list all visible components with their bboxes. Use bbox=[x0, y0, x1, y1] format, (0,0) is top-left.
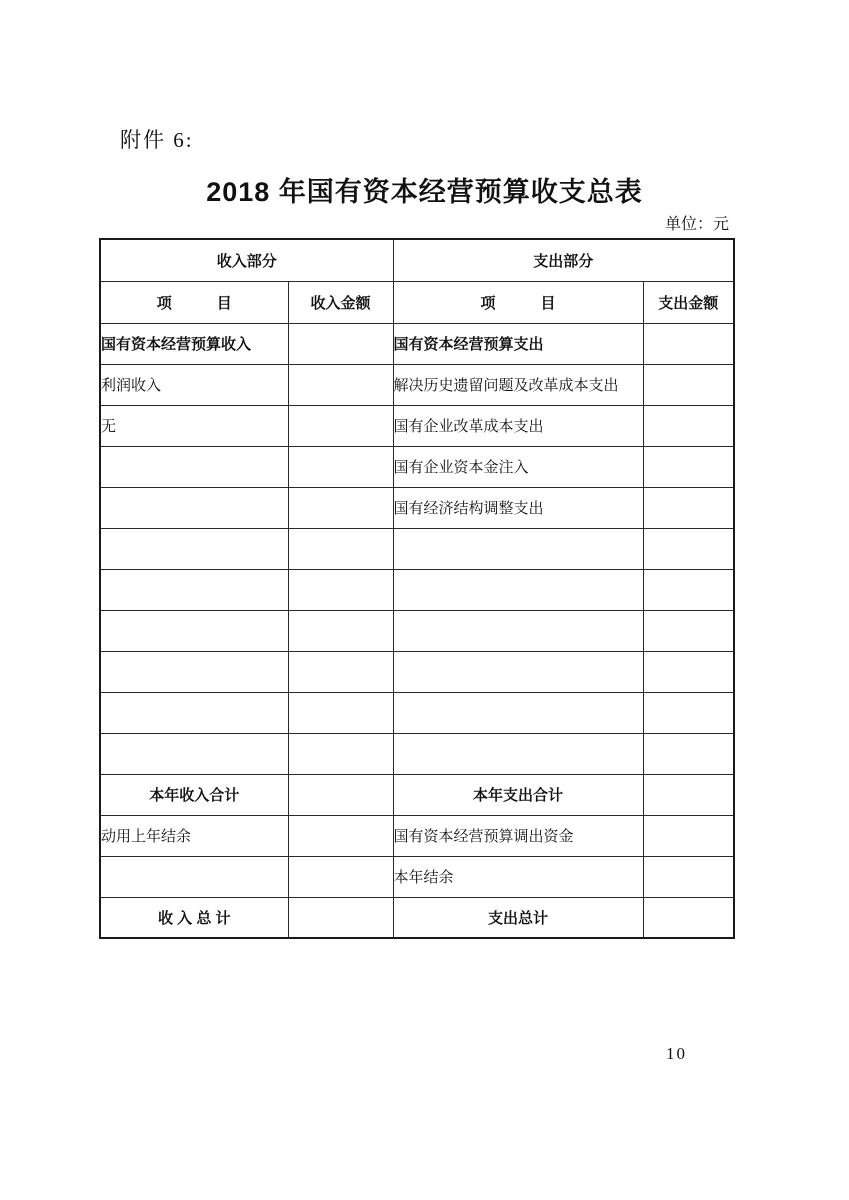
expenditure-amount-cell bbox=[643, 569, 734, 610]
expenditure-item-cell bbox=[393, 610, 643, 651]
table-row-subtotal bbox=[100, 774, 734, 815]
expenditure-item-cell: 解决历史遗留问题及改革成本支出 bbox=[393, 364, 643, 405]
revenue-subtotal-label-cell: 本年收入合计 bbox=[100, 774, 288, 815]
table-row bbox=[100, 323, 734, 364]
revenue-amount-cell bbox=[288, 651, 393, 692]
table-row bbox=[100, 446, 734, 487]
expenditure-subtotal-label-cell: 本年支出合计 bbox=[393, 774, 643, 815]
expenditure-item-cell bbox=[393, 651, 643, 692]
table-row bbox=[100, 364, 734, 405]
revenue-item-cell bbox=[100, 610, 288, 651]
revenue-amount-cell bbox=[288, 405, 393, 446]
expenditure-item-cell: 国有资本经营预算支出 bbox=[393, 323, 643, 364]
revenue-amount-cell bbox=[288, 815, 393, 856]
table-row bbox=[100, 610, 734, 651]
revenue-amount-column-header: 收入金额 bbox=[288, 281, 393, 323]
table-section-header-row bbox=[100, 239, 734, 281]
expenditure-amount-cell bbox=[643, 446, 734, 487]
expenditure-amount-column-header: 支出金额 bbox=[643, 281, 734, 323]
expenditure-amount-cell bbox=[643, 692, 734, 733]
revenue-amount-cell bbox=[288, 856, 393, 897]
expenditure-subtotal-amount-cell bbox=[643, 774, 734, 815]
expenditure-item-cell bbox=[393, 692, 643, 733]
expenditure-item-cell: 国有企业改革成本支出 bbox=[393, 405, 643, 446]
expenditure-amount-cell bbox=[643, 364, 734, 405]
revenue-amount-cell bbox=[288, 610, 393, 651]
expenditure-item-cell: 本年结余 bbox=[393, 856, 643, 897]
revenue-total-label-cell: 收 入 总 计 bbox=[100, 897, 288, 938]
expenditure-item-cell: 国有资本经营预算调出资金 bbox=[393, 815, 643, 856]
revenue-item-cell bbox=[100, 446, 288, 487]
expenditure-item-cell: 国有经济结构调整支出 bbox=[393, 487, 643, 528]
expenditure-item-cell bbox=[393, 733, 643, 774]
page-title: 2018 年国有资本经营预算收支总表 bbox=[206, 177, 643, 207]
revenue-amount-cell bbox=[288, 569, 393, 610]
unit-label: 单位：元 bbox=[664, 216, 729, 233]
revenue-amount-cell bbox=[288, 528, 393, 569]
revenue-item-cell bbox=[100, 487, 288, 528]
revenue-item-cell: 无 bbox=[100, 405, 288, 446]
table-column-header-row bbox=[100, 281, 734, 323]
page-number: 10 bbox=[666, 1044, 687, 1063]
table-row bbox=[100, 405, 734, 446]
table-row bbox=[100, 815, 734, 856]
revenue-amount-cell bbox=[288, 446, 393, 487]
revenue-item-cell: 利润收入 bbox=[100, 364, 288, 405]
revenue-item-cell bbox=[100, 651, 288, 692]
revenue-item-column-header: 项 目 bbox=[100, 281, 288, 323]
table-row-grand-total bbox=[100, 897, 734, 938]
revenue-item-cell bbox=[100, 856, 288, 897]
revenue-item-cell: 国有资本经营预算收入 bbox=[100, 323, 288, 364]
expenditure-amount-cell bbox=[643, 528, 734, 569]
budget-table bbox=[99, 238, 735, 939]
table-row bbox=[100, 651, 734, 692]
table-row bbox=[100, 856, 734, 897]
revenue-amount-cell bbox=[288, 323, 393, 364]
expenditure-amount-cell bbox=[643, 405, 734, 446]
table-row bbox=[100, 487, 734, 528]
revenue-subtotal-amount-cell bbox=[288, 774, 393, 815]
expenditure-total-amount-cell bbox=[643, 897, 734, 938]
revenue-item-cell bbox=[100, 569, 288, 610]
expenditure-amount-cell bbox=[643, 733, 734, 774]
revenue-section-header: 收入部分 bbox=[100, 239, 393, 281]
expenditure-amount-cell bbox=[643, 323, 734, 364]
expenditure-amount-cell bbox=[643, 487, 734, 528]
revenue-amount-cell bbox=[288, 692, 393, 733]
expenditure-item-cell bbox=[393, 528, 643, 569]
revenue-item-cell: 动用上年结余 bbox=[100, 815, 288, 856]
table-row bbox=[100, 733, 734, 774]
expenditure-amount-cell bbox=[643, 815, 734, 856]
expenditure-total-label-cell: 支出总计 bbox=[393, 897, 643, 938]
revenue-amount-cell bbox=[288, 733, 393, 774]
expenditure-amount-cell bbox=[643, 651, 734, 692]
expenditure-section-header: 支出部分 bbox=[393, 239, 734, 281]
expenditure-item-cell bbox=[393, 569, 643, 610]
expenditure-item-column-header: 项 目 bbox=[393, 281, 643, 323]
revenue-amount-cell bbox=[288, 487, 393, 528]
expenditure-item-cell: 国有企业资本金注入 bbox=[393, 446, 643, 487]
revenue-total-amount-cell bbox=[288, 897, 393, 938]
table-row bbox=[100, 569, 734, 610]
revenue-amount-cell bbox=[288, 364, 393, 405]
expenditure-amount-cell bbox=[643, 856, 734, 897]
revenue-item-cell bbox=[100, 692, 288, 733]
attachment-label: 附件 6: bbox=[120, 128, 194, 152]
expenditure-amount-cell bbox=[643, 610, 734, 651]
table-row bbox=[100, 528, 734, 569]
table-row bbox=[100, 692, 734, 733]
revenue-item-cell bbox=[100, 528, 288, 569]
revenue-item-cell bbox=[100, 733, 288, 774]
